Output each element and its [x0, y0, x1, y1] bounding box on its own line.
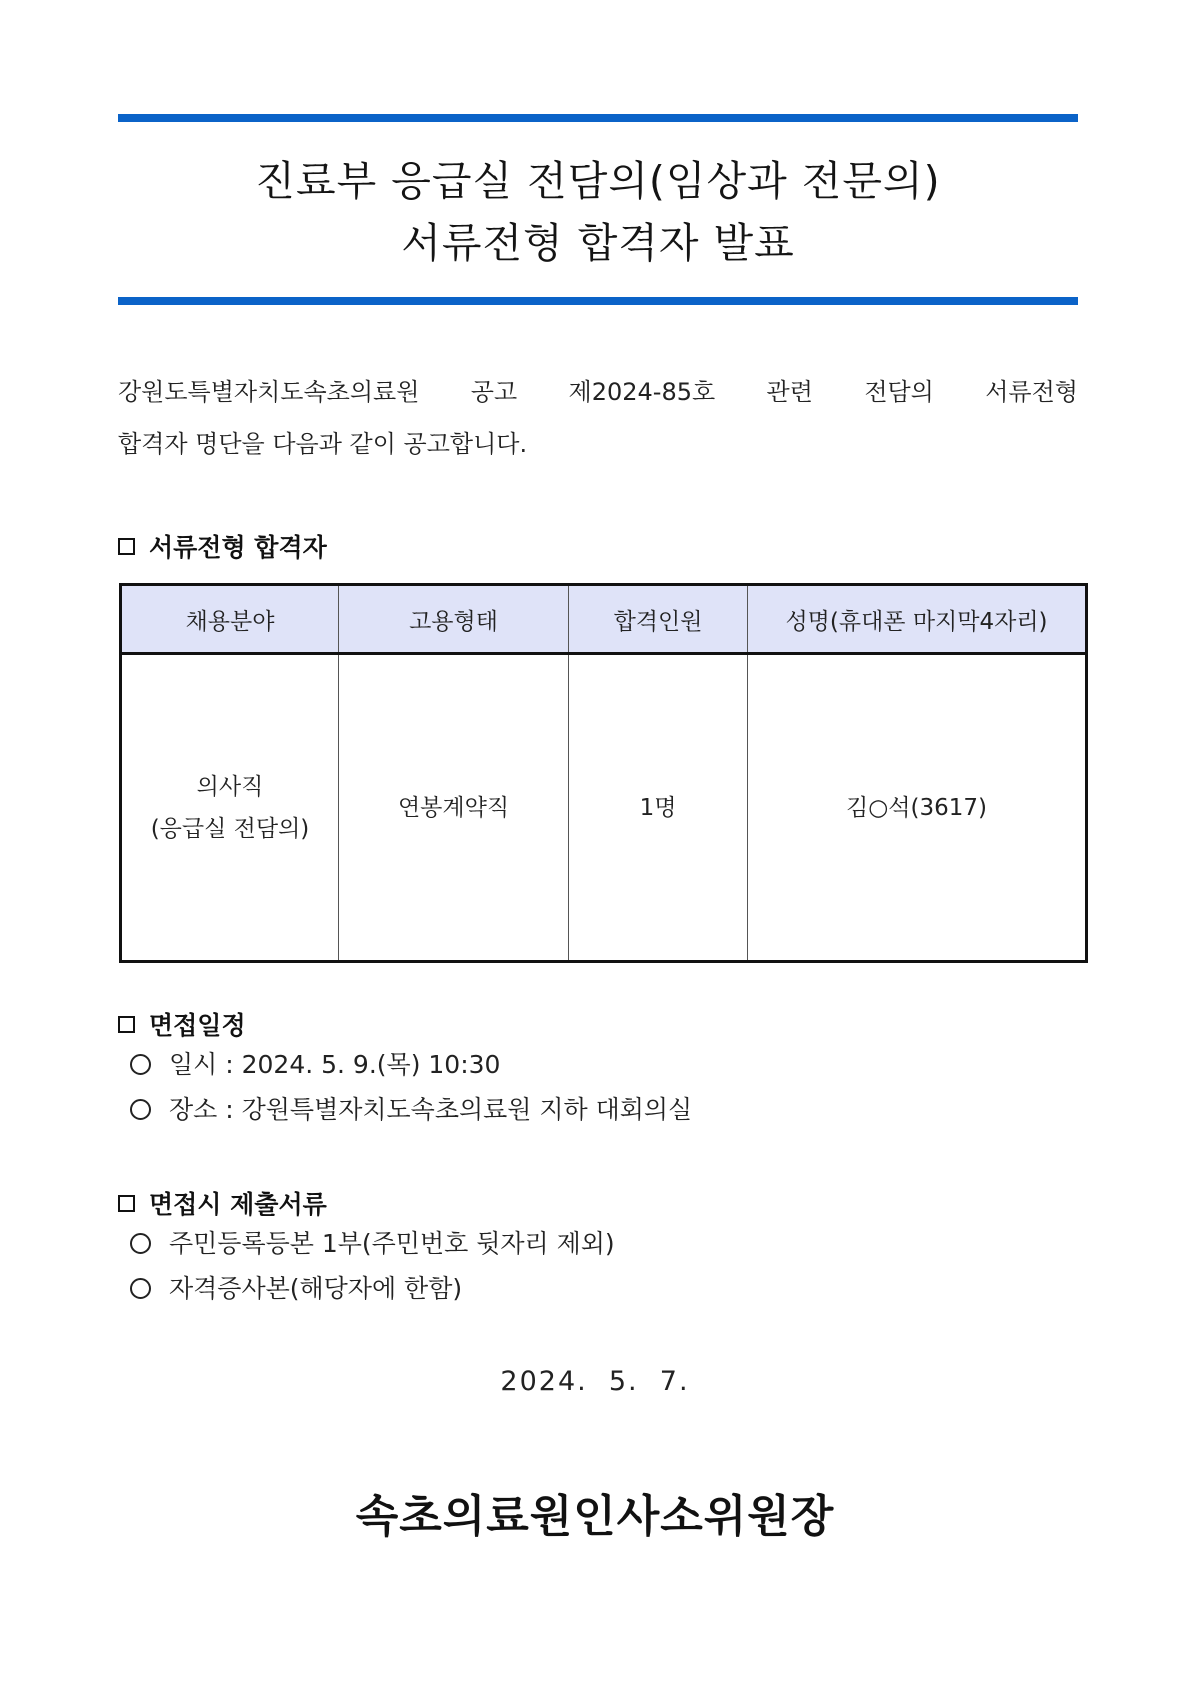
documents-list: [130, 1221, 615, 1311]
issuer-signature: 속초의료원인사소위원장: [355, 1491, 835, 1542]
checkbox-square-icon: [118, 1195, 135, 1212]
interview-list: [130, 1042, 692, 1132]
interview-datetime: 일시 : 2024. 5. 9.(목) 10:30: [169, 1050, 501, 1079]
table-cell-count: 1명: [569, 654, 748, 962]
top-blue-rule: [118, 114, 1078, 122]
document-item-1: 주민등록등본 1부(주민번호 뒷자리 제외): [169, 1229, 615, 1258]
table-header-count: 합격인원: [569, 585, 748, 654]
section-heading-result: [118, 528, 327, 564]
table-header-field: 채용분야: [121, 585, 339, 654]
table-row: [121, 654, 1087, 962]
table-header-row: [121, 585, 1087, 654]
checkbox-square-icon: [118, 538, 135, 555]
table-cell-employment: 연봉계약직: [339, 654, 569, 962]
circle-bullet-icon: [130, 1099, 151, 1120]
title-line-2: 서류전형 합격자 발표: [401, 219, 795, 267]
document-title: [118, 150, 1078, 274]
field-line-1: 의사직: [196, 773, 264, 800]
circle-bullet-icon: [130, 1278, 151, 1299]
list-item: [130, 1087, 692, 1132]
checkbox-square-icon: [118, 1016, 135, 1033]
section-heading-interview: [118, 1006, 246, 1042]
table-header-name: 성명(휴대폰 마지막4자리): [748, 585, 1087, 654]
list-item: [130, 1266, 615, 1311]
interview-location: 장소 : 강원특별자치도속초의료원 지하 대회의실: [169, 1095, 693, 1124]
title-line-1: 진료부 응급실 전담의(임상과 전문의): [255, 157, 941, 205]
document-item-2: 자격증사본(해당자에 한함): [169, 1274, 463, 1303]
announcement-date: 2024. 5. 7.: [500, 1366, 690, 1397]
table-header-employment: 고용형태: [339, 585, 569, 654]
section-heading-interview-label: 면접일정: [149, 1011, 246, 1040]
section-heading-result-label: 서류전형 합격자: [149, 533, 327, 562]
field-line-2: (응급실 전담의): [150, 815, 310, 842]
circle-bullet-icon: [130, 1233, 151, 1254]
list-item: [130, 1221, 615, 1266]
section-heading-documents: [118, 1185, 327, 1221]
list-item: [130, 1042, 692, 1087]
section-heading-documents-label: 면접시 제출서류: [149, 1190, 327, 1219]
intro-line-2: 합격자 명단을 다음과 같이 공고합니다.: [118, 430, 528, 458]
table-cell-name: 김○석(3617): [846, 794, 987, 821]
bottom-blue-rule: [118, 297, 1078, 305]
result-table: [119, 583, 1088, 963]
intro-line-1: 강원도특별자치도속초의료원 공고 제2024-85호 관련 전담의 서류전형: [118, 378, 1078, 406]
circle-bullet-icon: [130, 1054, 151, 1075]
intro-paragraph: [118, 366, 1078, 470]
table-cell-field: [121, 654, 339, 962]
